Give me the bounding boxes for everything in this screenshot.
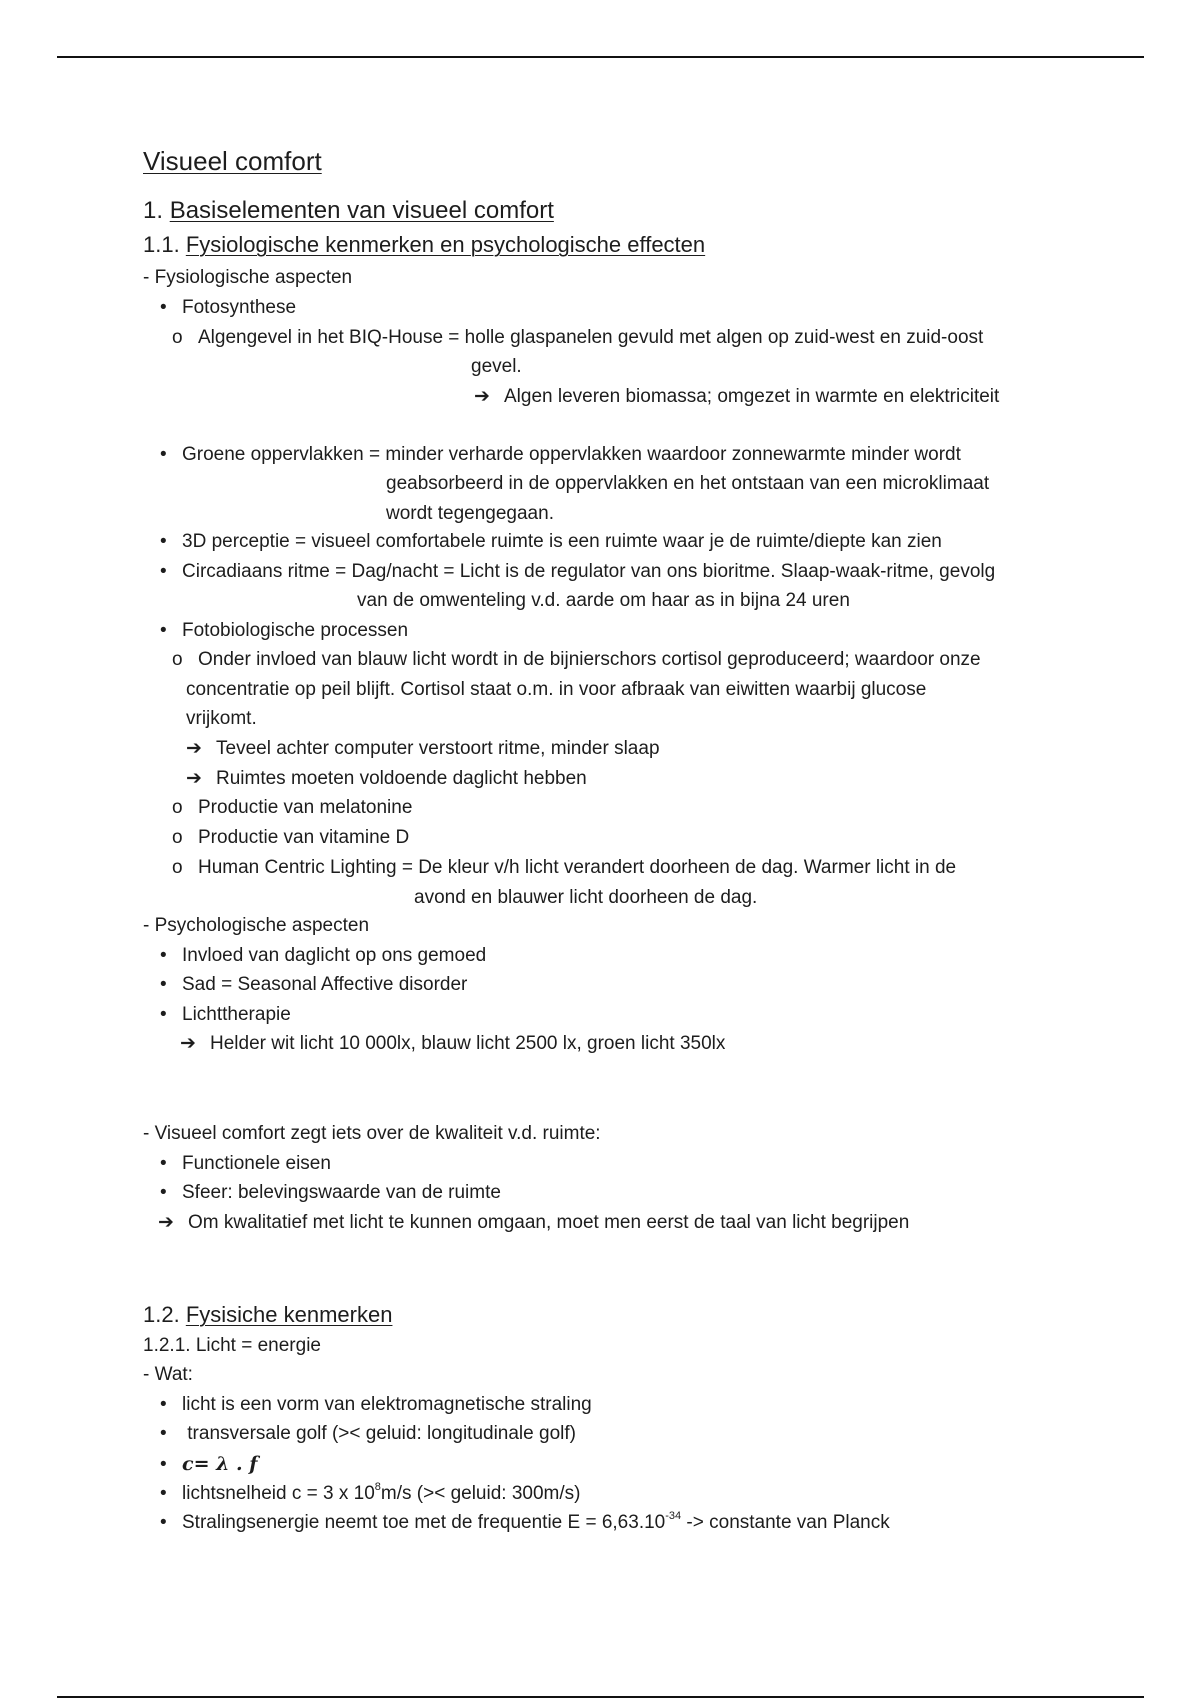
list-item-continuation: vrijkomt. [186,708,257,729]
fysiologische-aspecten-heading: - Fysiologische aspecten [143,267,353,288]
arrow-item: ➔ Teveel achter computer verstoort ritme, minder slaap [186,738,660,759]
list-item: o Productie van melatonine [172,797,413,818]
formula-wave-speed: c= λ . f [182,1453,258,1475]
list-item: • Stralingsenergie neemt toe met de frequentie $E = 6,63.10^{-34}$ -> constante van Planck [160,1509,890,1533]
arrow-item: ➔ Helder wit licht 10 000lx, blauw licht 2500 lx, groen licht 350lx [180,1033,726,1054]
list-item: o Productie van vitamine D [172,827,410,848]
list-item-continuation: geabsorbeerd in de oppervlakken en het ontstaan van een microklimaat [386,473,990,494]
list-item: • Sad = Seasonal Affective disorder [160,974,468,995]
list-item: • Lichttherapie [160,1004,291,1025]
document-title: Visueel comfort [143,146,322,176]
section-heading-1-2: 1.2. Fysisiche kenmerken [143,1302,393,1327]
list-item-continuation: concentratie op peil blijft. Cortisol staat o.m. in voor afbraak van eiwitten waarbij glucose [186,679,927,700]
arrow-item: ➔ Ruimtes moeten voldoende daglicht hebben [186,768,587,789]
kwaliteit-heading: - Visueel comfort zegt iets over de kwaliteit v.d. ruimte: [143,1123,601,1144]
footer-rule [57,1696,1144,1698]
psychologische-aspecten-heading: - Psychologische aspecten [143,915,370,936]
list-item: • Groene oppervlakken = minder verharde oppervlakken waardoor zonnewarmte minder wordt [160,444,961,465]
list-item: • Circadiaans ritme = Dag/nacht = Licht is de regulator van ons bioritme. Slaap-waak-ritme, gevolg [160,561,996,582]
list-item: o Human Centric Lighting = De kleur v/h licht verandert doorheen de dag. Warmer licht in de [172,857,957,878]
list-item-continuation: avond en blauwer licht doorheen de dag. [414,887,758,908]
list-item: • Fotosynthese [160,297,297,318]
list-item: • transversale golf (>< geluid: longitudinale golf) [160,1423,576,1444]
list-item: o Onder invloed van blauw licht wordt in de bijnierschors cortisol geproduceerd; waardoor onze [172,649,981,670]
arrow-item: ➔ Algen leveren biomassa; omgezet in warmte en elektriciteit [474,386,1000,407]
list-item-continuation: wordt tegengegaan. [386,503,554,524]
wat-heading: - Wat: [143,1364,193,1385]
list-item: • c= λ . f [160,1453,258,1475]
list-item-continuation: gevel. [471,356,522,377]
list-item: • Sfeer: belevingswaarde van de ruimte [160,1182,501,1203]
section-heading-1: 1. Basiselementen van visueel comfort [143,197,554,224]
list-item: • Fotobiologische processen [160,620,409,641]
list-item: • Invloed van daglicht op ons gemoed [160,945,487,966]
list-item-continuation: van de omwenteling v.d. aarde om haar as in bijna 24 uren [357,590,850,611]
arrow-item: ➔ Om kwalitatief met licht te kunnen omgaan, moet men eerst de taal van licht begrijpen [158,1212,910,1233]
list-item: • lichtsnelheid c = 3 x $10^8m/s$ (>< geluid: 300m/s) [160,1480,581,1504]
subsection-heading-1-2-1: 1.2.1. Licht = energie [143,1335,321,1356]
section-heading-1-1: 1.1. Fysiologische kenmerken en psychologische effecten [143,232,706,257]
list-item: o Algengevel in het BIQ-House = holle glaspanelen gevuld met algen op zuid-west en zuid-oost [172,327,984,348]
list-item: • licht is een vorm van elektromagnetische straling [160,1394,592,1415]
list-item: • 3D perceptie = visueel comfortabele ruimte is een ruimte waar je de ruimte/diepte kan zien [160,531,942,552]
list-item: • Functionele eisen [160,1153,331,1174]
